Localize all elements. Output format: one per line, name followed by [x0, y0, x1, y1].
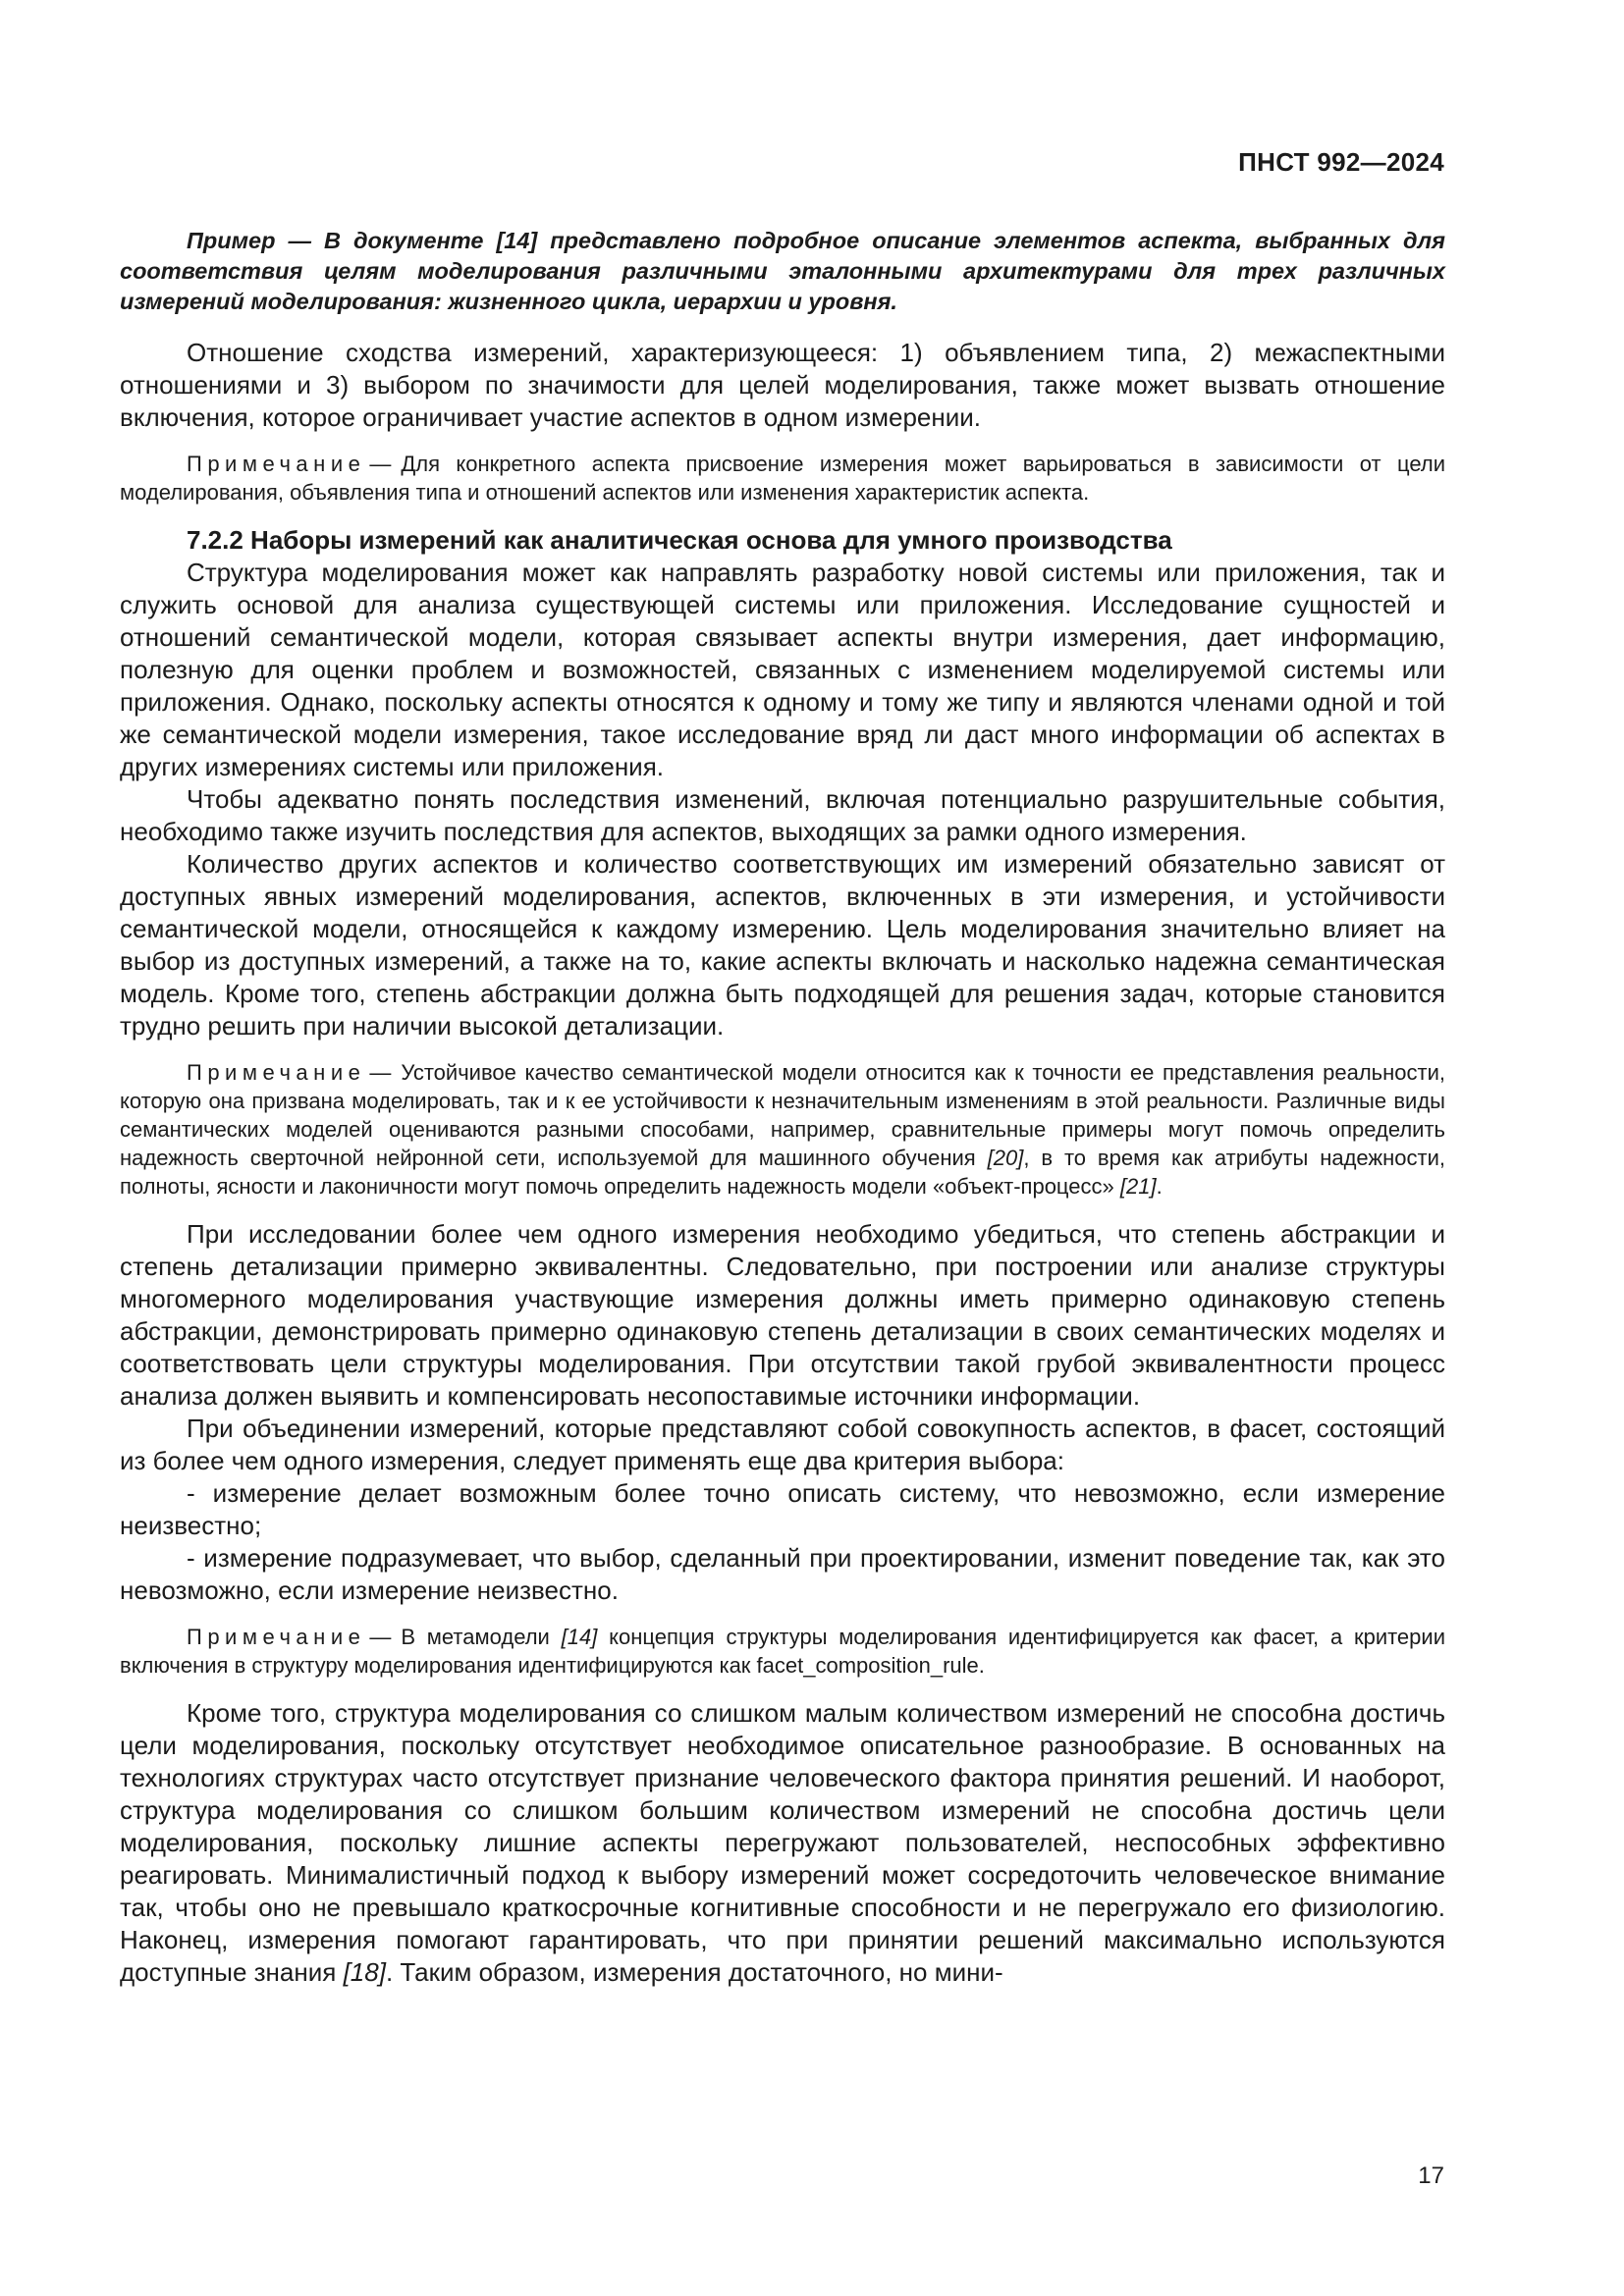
example-paragraph: Пример — В документе [14] представлено подробное описание элементов аспекта, выбранных для соответствия целям моделирования различными эталонными архитектурами для трех различных измерений моделирования: жизненного цикла, иерархии и уровня.	[120, 228, 1445, 314]
note-dash: —	[369, 1625, 392, 1649]
paragraph-aspect-count: Количество других аспектов и количество соответствующих им измерений обязательно зависят от доступных явных измерений моделирования, аспектов, включенных в эти измерения, и устойчивости семантической модели, относящейся к каждому измерению. Цель моделирования значительно влияет на выбор из доступных измерений, а также на то, какие аспекты включать и насколько надежна семантическая модель. Кроме того, степень абстракции должна быть подходящей для решения задач, которые становится трудно решить при наличии высокой детализации.	[120, 849, 1445, 1041]
note-2-text-b: , в то время как атрибуты надежности, полноты, ясности и лаконичности могут помочь определить надежность модели «объект-процесс»	[120, 1146, 1445, 1199]
note-2-text-a: Устойчивое качество семантической модели относится как к точности ее представления реальности, которую она призвана моделировать, так и к ее устойчивости к незначительным изменениям в этой реальности. Различные виды семантических моделей оцениваются разными способами, например, сравнительные примеры могут помочь определить надежность сверточной нейронной сети, используемой для машинного обучения	[120, 1060, 1445, 1170]
paragraph-structure-modeling: Структура моделирования может как направлять разработку новой системы или приложения, так и служить основой для анализа существующей системы или приложения. Исследование сущностей и отношений семантической модели, которая связывает аспекты внутри измерения, дает информацию, полезную для оценки проблем и возможностей, связанных с изменением моделируемой системы или приложения. Однако, поскольку аспекты относятся к одному и тому же типу и являются членами одной и той же семантической модели измерения, такое исследование вряд ли даст много информации об аспектах в других измерениях системы или приложения.	[120, 558, 1445, 781]
note-3	[120, 1623, 1445, 1680]
note-dash: —	[369, 452, 392, 476]
list-item: - измерение подразумевает, что выбор, сделанный при проектировании, изменит поведение так, как это невозможно, если измерение неизвестно.	[120, 1543, 1445, 1605]
note-dash: —	[369, 1060, 392, 1085]
note-1-text: Для конкретного аспекта присвоение измерения может варьироваться в зависимости от цели моделирования, объявления типа и отношений аспектов или изменения характеристик аспекта.	[120, 452, 1445, 505]
paragraph-7-text-b: . Таким образом, измерения достаточного, но мини-	[385, 1957, 1003, 1987]
note-2	[120, 1058, 1445, 1201]
note-label: Примечание	[187, 1625, 366, 1649]
paragraph-facet-criteria: При объединении измерений, которые представляют собой совокупность аспектов, в фасет, состоящий из более чем одного измерения, следует применять еще два критерия выбора:	[120, 1414, 1445, 1475]
paragraph-multiple-dimensions: При исследовании более чем одного измерения необходимо убедиться, что степень абстракции и степень детализации примерно эквивалентны. Следовательно, при построении или анализе структуры многомерного моделирования участвующие измерения должны иметь примерно одинаковую степень абстракции, демонстрировать примерно одинаковую степень детализации в своих семантических моделях и соответствовать цели структуры моделирования. При отсутствии такой грубой эквивалентности процесс анализа должен выявить и компенсировать несопоставимые источники информации.	[120, 1219, 1445, 1411]
note-2-text-c: .	[1156, 1174, 1163, 1199]
note-3-text-a: В метамодели	[401, 1625, 550, 1649]
page-number: 17	[1418, 2163, 1444, 2189]
page-content	[120, 226, 1445, 1989]
section-title: 7.2.2 Наборы измерений как аналитическая основа для умного производства	[187, 525, 1172, 555]
reference-14: [14]	[561, 1625, 598, 1649]
paragraph-too-few-dimensions	[120, 1697, 1445, 1989]
paragraph-dimension-similarity: Отношение сходства измерений, характеризующееся: 1) объявлением типа, 2) межаспектными отношениями и 3) выбором по значимости для целей моделирования, также может вызвать отношение включения, которое ограничивает участие аспектов в одном измерении.	[120, 338, 1445, 432]
paragraph-consequences: Чтобы адекватно понять последствия изменений, включая потенциально разрушительные события, необходимо также изучить последствия для аспектов, выходящих за рамки одного измерения.	[120, 784, 1445, 846]
list-item: - измерение делает возможным более точно описать систему, что невозможно, если измерение неизвестно;	[120, 1478, 1445, 1540]
document-code: ПНСТ 992—2024	[1238, 147, 1444, 177]
paragraph-7-text-a: Кроме того, структура моделирования со слишком малым количеством измерений не способна достичь цели моделирования, поскольку отсутствует необходимое описательное разнообразие. В основанных на технологиях структурах часто отсутствует признание человеческого фактора принятия решений. И наоборот, структура моделирования со слишком большим количеством измерений не способна достичь цели моделирования, поскольку лишние аспекты перегружают пользователей, неспособных эффективно реагировать. Минималистичный подход к выбору измерений может сосредоточить человеческое внимание так, чтобы оно не превышало краткосрочные когнитивные способности и не перегружало его физиологию. Наконец, измерения помогают гарантировать, что при принятии решений максимально используются доступные знания	[120, 1698, 1445, 1987]
note-1	[120, 450, 1445, 507]
note-3-text-b: концепция структуры моделирования идентифицируется как фасет, а критерии включения в структуру моделирования идентифицируются как facet_composition_rule.	[120, 1625, 1445, 1678]
note-label: Примечание	[187, 452, 366, 476]
note-label: Примечание	[187, 1060, 366, 1085]
reference-20: [20]	[987, 1146, 1024, 1170]
reference-21: [21]	[1119, 1174, 1157, 1199]
reference-18: [18]	[343, 1957, 386, 1987]
